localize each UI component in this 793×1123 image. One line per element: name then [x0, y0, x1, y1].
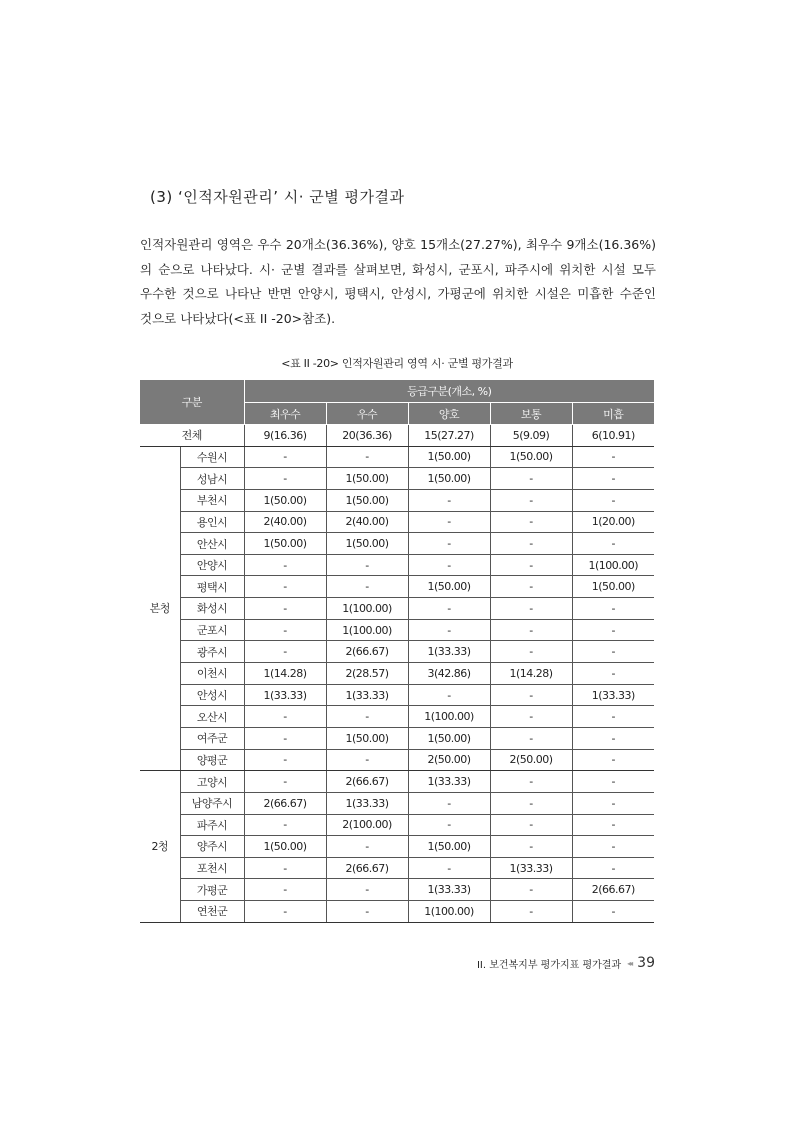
table-cell: 1(100.00) [408, 901, 490, 923]
section-heading: (3) ‘인적자원관리’ 시· 군별 평가결과 [150, 188, 405, 206]
table-cell: - [244, 749, 326, 771]
table-cell: - [572, 836, 654, 858]
table-cell: 1(20.00) [572, 511, 654, 533]
table-cell: - [408, 684, 490, 706]
table-cell: - [490, 836, 572, 858]
table-cell: - [572, 814, 654, 836]
city-name: 고양시 [180, 771, 244, 793]
double-arrow-left-icon: ◂◂ [627, 958, 632, 968]
table-row [140, 749, 654, 771]
city-name: 화성시 [180, 598, 244, 620]
table-cell: - [572, 598, 654, 620]
table-cell: - [326, 901, 408, 923]
table-cell: 1(33.33) [326, 684, 408, 706]
table-cell: - [244, 771, 326, 793]
table-row [140, 641, 654, 663]
table-row [140, 771, 654, 793]
table-row [140, 901, 654, 923]
city-name: 수원시 [180, 446, 244, 468]
table-cell: 2(100.00) [326, 814, 408, 836]
table-cell: - [244, 857, 326, 879]
page-footer [477, 955, 655, 971]
table-cell: - [490, 792, 572, 814]
table-cell: - [244, 576, 326, 598]
table-cell: - [244, 598, 326, 620]
table-row [140, 836, 654, 858]
table-row-total [140, 425, 654, 447]
city-name: 안성시 [180, 684, 244, 706]
table-cell: 1(33.33) [408, 771, 490, 793]
table-cell: - [490, 706, 572, 728]
table-cell: - [490, 619, 572, 641]
table-cell: 1(14.28) [244, 663, 326, 685]
table-row [140, 533, 654, 555]
city-name: 여주군 [180, 727, 244, 749]
table-row [140, 684, 654, 706]
city-name: 양주시 [180, 836, 244, 858]
table-cell: 1(50.00) [490, 446, 572, 468]
table-cell: - [572, 446, 654, 468]
table-cell: - [326, 576, 408, 598]
table-cell: - [572, 792, 654, 814]
table-cell: 1(50.00) [244, 533, 326, 555]
table-cell: 1(50.00) [244, 836, 326, 858]
table-cell: 2(28.57) [326, 663, 408, 685]
table-cell: - [490, 533, 572, 555]
table-cell: 1(100.00) [408, 706, 490, 728]
city-name: 연천군 [180, 901, 244, 923]
table-cell: - [408, 598, 490, 620]
table-cell: - [490, 771, 572, 793]
table-cell: - [490, 468, 572, 490]
table-cell: - [244, 641, 326, 663]
table-cell: 1(100.00) [572, 554, 654, 576]
table-cell: 2(66.67) [326, 641, 408, 663]
table-cell: - [572, 663, 654, 685]
table-row [140, 489, 654, 511]
city-name: 광주시 [180, 641, 244, 663]
table-cell: - [572, 901, 654, 923]
table-cell: - [244, 554, 326, 576]
city-name: 안양시 [180, 554, 244, 576]
table-row [140, 792, 654, 814]
table-cell: 2(50.00) [408, 749, 490, 771]
results-table [140, 380, 654, 923]
city-name: 안산시 [180, 533, 244, 555]
column-header: 최우수 [244, 403, 326, 425]
table-cell: - [326, 446, 408, 468]
table-cell: 1(50.00) [326, 727, 408, 749]
city-name: 성남시 [180, 468, 244, 490]
table-cell: 2(66.67) [572, 879, 654, 901]
table-cell: 1(50.00) [408, 446, 490, 468]
header-group: 구분 [140, 380, 244, 425]
table-cell: 1(14.28) [490, 663, 572, 685]
table-row [140, 468, 654, 490]
table-cell: - [326, 749, 408, 771]
table-cell: 1(50.00) [408, 468, 490, 490]
table-cell: 1(50.00) [326, 468, 408, 490]
table-cell: 1(50.00) [326, 533, 408, 555]
table-cell: - [572, 489, 654, 511]
table-cell: 2(40.00) [326, 511, 408, 533]
city-name: 군포시 [180, 619, 244, 641]
table-cell: - [572, 749, 654, 771]
table-cell: 1(33.33) [408, 641, 490, 663]
table-row [140, 511, 654, 533]
total-label: 전체 [140, 425, 244, 447]
table-cell: - [572, 857, 654, 879]
table-cell: 1(100.00) [326, 619, 408, 641]
table-cell: - [490, 814, 572, 836]
table-cell: 1(50.00) [572, 576, 654, 598]
table-cell: - [244, 901, 326, 923]
table-cell: - [326, 836, 408, 858]
table-cell: - [408, 814, 490, 836]
table-cell: - [490, 641, 572, 663]
table-cell: - [408, 554, 490, 576]
table-cell: 1(33.33) [490, 857, 572, 879]
table-cell: 1(50.00) [326, 489, 408, 511]
table-row [140, 727, 654, 749]
table-cell: - [490, 576, 572, 598]
table-cell: 2(50.00) [490, 749, 572, 771]
table-row [140, 857, 654, 879]
table-cell: - [408, 857, 490, 879]
table-cell: 1(50.00) [244, 489, 326, 511]
table-cell: - [408, 619, 490, 641]
table-caption: <표 II -20> 인적자원관리 영역 시· 군별 평가결과 [281, 357, 513, 370]
table-cell: - [408, 489, 490, 511]
column-header: 미흡 [572, 403, 654, 425]
table-cell: - [408, 533, 490, 555]
table-cell: - [244, 879, 326, 901]
table-cell: 1(50.00) [408, 576, 490, 598]
table-cell: 2(66.67) [244, 792, 326, 814]
table-row [140, 619, 654, 641]
table-cell: - [572, 727, 654, 749]
table-cell: - [244, 619, 326, 641]
table-cell: 20(36.36) [326, 425, 408, 447]
table-cell: 1(100.00) [326, 598, 408, 620]
table-row [140, 446, 654, 468]
table-cell: 9(16.36) [244, 425, 326, 447]
column-header: 우수 [326, 403, 408, 425]
table-cell: 5(9.09) [490, 425, 572, 447]
table-cell: 2(40.00) [244, 511, 326, 533]
table-row [140, 554, 654, 576]
table-cell: - [572, 641, 654, 663]
table-cell: - [490, 879, 572, 901]
group-label: 2청 [140, 771, 180, 922]
table-row [140, 879, 654, 901]
table-cell: - [490, 489, 572, 511]
table-row [140, 814, 654, 836]
table-cell: 1(33.33) [244, 684, 326, 706]
table-cell: 2(66.67) [326, 771, 408, 793]
table-cell: 3(42.86) [408, 663, 490, 685]
table-cell: 1(33.33) [408, 879, 490, 901]
table-cell: 1(50.00) [408, 836, 490, 858]
table-cell: - [408, 792, 490, 814]
table-cell: - [572, 619, 654, 641]
table-cell: - [572, 706, 654, 728]
table-cell: - [490, 511, 572, 533]
table-cell: - [490, 901, 572, 923]
city-name: 파주시 [180, 814, 244, 836]
table-cell: - [244, 468, 326, 490]
city-name: 양평군 [180, 749, 244, 771]
table-cell: - [572, 533, 654, 555]
table-cell: - [490, 554, 572, 576]
table-cell: - [408, 511, 490, 533]
table-cell: - [572, 771, 654, 793]
table-cell: - [572, 468, 654, 490]
table-row [140, 598, 654, 620]
table-cell: - [326, 706, 408, 728]
footer-section: II. 보건복지부 평가지표 평가결과 [476, 959, 622, 971]
table-cell: 15(27.27) [408, 425, 490, 447]
table-cell: 1(33.33) [326, 792, 408, 814]
table-cell: - [326, 554, 408, 576]
table-cell: - [244, 446, 326, 468]
page-number: 39 [637, 955, 655, 971]
table-row [140, 663, 654, 685]
table-cell: - [244, 727, 326, 749]
table-row [140, 706, 654, 728]
table-cell: - [490, 727, 572, 749]
column-header: 양호 [408, 403, 490, 425]
city-name: 남양주시 [180, 792, 244, 814]
column-header: 보통 [490, 403, 572, 425]
city-name: 평택시 [180, 576, 244, 598]
table-cell: - [326, 879, 408, 901]
table-cell: - [490, 684, 572, 706]
table-cell: 6(10.91) [572, 425, 654, 447]
city-name: 포천시 [180, 857, 244, 879]
city-name: 오산시 [180, 706, 244, 728]
table-cell: - [244, 706, 326, 728]
table-cell: 1(33.33) [572, 684, 654, 706]
table-cell: - [244, 814, 326, 836]
table-row [140, 576, 654, 598]
city-name: 가평군 [180, 879, 244, 901]
city-name: 이천시 [180, 663, 244, 685]
body-paragraph: 인적자원관리 영역은 우수 20개소(36.36%), 양호 15개소(27.27%), 최우수 9개소(16.36%)의 순으로 나타났다. 시· 군별 결과를 살펴보면, 화성시, 군포시, 파주시에 위치한 시설 모두 우수한 것으로 나타난 반면 안양시, 평택시, 안성시, 가평군에 위치한 시설은 미흡한 수준인 것으로 나타났다(<표 II -20>참조). [140, 237, 656, 326]
table-cell: - [490, 598, 572, 620]
header-grade: 등급구분(개소, %) [244, 380, 654, 403]
city-name: 부천시 [180, 489, 244, 511]
table-cell: 2(66.67) [326, 857, 408, 879]
table-cell: 1(50.00) [408, 727, 490, 749]
group-label: 본청 [140, 446, 180, 771]
city-name: 용인시 [180, 511, 244, 533]
